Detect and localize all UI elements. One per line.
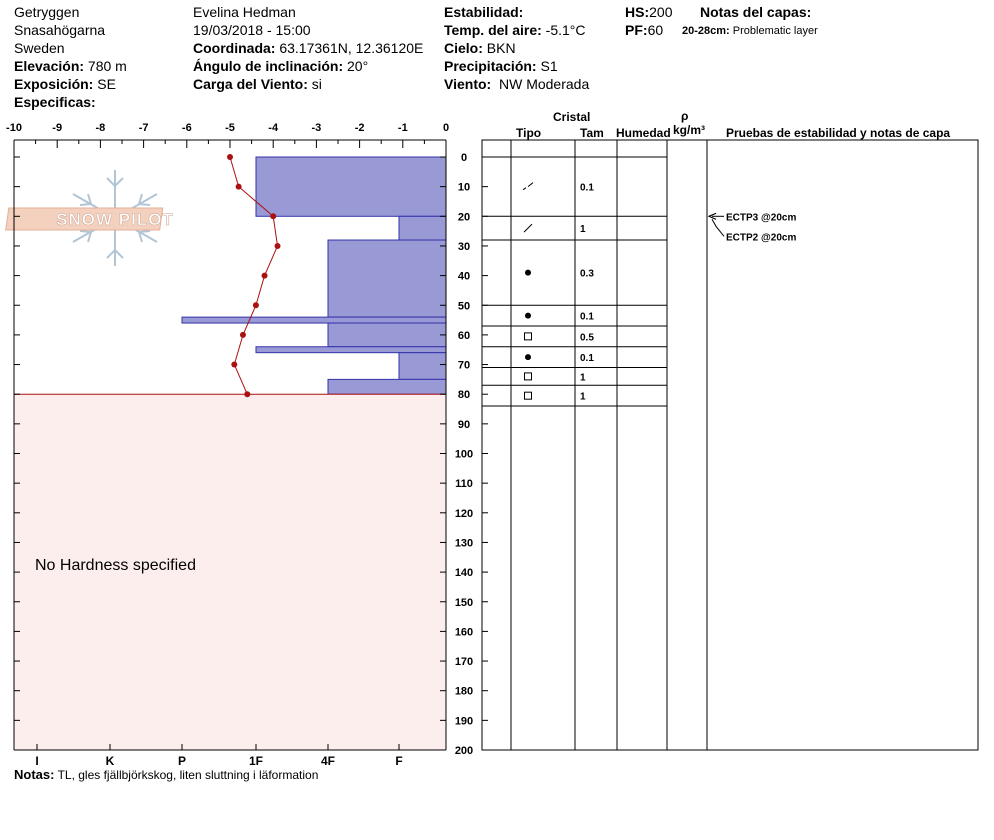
hardness-bar-4 bbox=[328, 323, 446, 347]
depth-tick-label-9: 90 bbox=[457, 418, 471, 431]
size-header: Tam bbox=[580, 126, 604, 140]
density-unit: kg/m³ bbox=[673, 123, 706, 137]
depth-tick-label-11: 110 bbox=[455, 478, 473, 491]
hs-label: HS: bbox=[625, 4, 650, 20]
grain-size-label: 1 bbox=[580, 372, 586, 384]
depth-tick-label-14: 140 bbox=[454, 567, 474, 580]
hardness-bar-2 bbox=[328, 240, 446, 317]
temp-tick-label-4: -6 bbox=[181, 122, 192, 134]
country-name: Sweden bbox=[14, 40, 65, 56]
depth-tick-label-8: 80 bbox=[457, 389, 471, 402]
layer-row-2 bbox=[525, 269, 594, 280]
slope-label: Ángulo de inclinación: bbox=[193, 58, 344, 74]
snowpilot-watermark bbox=[6, 170, 174, 266]
temp-tick-label-3: -7 bbox=[138, 122, 149, 134]
wind-load-value: si bbox=[311, 76, 322, 92]
hardness-bar-1 bbox=[399, 216, 446, 240]
tests-header: Pruebas de estabilidad y notas de capa bbox=[726, 126, 951, 140]
depth-tick-label-0: 0 bbox=[460, 152, 468, 164]
hardness-bar-5 bbox=[256, 347, 446, 353]
moisture-header: Humedad bbox=[616, 126, 671, 140]
rounded-grain-icon bbox=[525, 354, 531, 360]
layer-row-0 bbox=[523, 183, 594, 194]
depth-tick-label-7: 70 bbox=[457, 359, 471, 372]
layer-row-6 bbox=[525, 372, 587, 383]
stability-test-0 bbox=[709, 212, 796, 223]
aspect-label: Exposición: bbox=[14, 76, 94, 92]
temperature-point-8 bbox=[244, 391, 250, 397]
decomposing-fragment-icon bbox=[528, 183, 533, 187]
layer-row-3 bbox=[525, 312, 594, 323]
test-label: ECTP3 @20cm bbox=[726, 212, 797, 224]
decomposing-fragment-icon bbox=[524, 224, 532, 232]
coordinates-value: 63.17361N, 12.36120E bbox=[279, 40, 424, 56]
temp-tick-label-0: -10 bbox=[6, 122, 22, 134]
notes bbox=[14, 767, 318, 783]
depth-tick-label-19: 190 bbox=[454, 715, 474, 728]
precip-label: Precipitación: bbox=[444, 58, 537, 74]
elevation-label: Elevación: bbox=[14, 58, 85, 74]
depth-tick-label-4: 40 bbox=[457, 270, 471, 283]
notes-text: TL, gles fjällbjörkskog, liten sluttning i läformation bbox=[57, 768, 319, 782]
grain-size-label: 0.1 bbox=[580, 182, 594, 194]
no-hardness-label: No Hardness specified bbox=[35, 557, 196, 574]
notes-label: Notas: bbox=[14, 767, 55, 782]
hardness-tick-label-2: P bbox=[177, 754, 187, 768]
layer-table bbox=[482, 140, 978, 750]
temp-tick-label-7: -3 bbox=[311, 122, 322, 134]
location-name: Getryggen bbox=[14, 4, 80, 20]
depth-tick-label-12: 120 bbox=[454, 507, 474, 520]
temperature-point-7 bbox=[231, 362, 237, 368]
temp-tick-label-5: -5 bbox=[225, 122, 235, 134]
pf-value: 60 bbox=[647, 22, 664, 38]
wind-label: Viento: bbox=[444, 76, 492, 92]
air-temp-value: -5.1°C bbox=[545, 22, 586, 38]
temp-tick-label-10: 0 bbox=[442, 122, 450, 134]
depth-tick-label-20: 200 bbox=[454, 745, 474, 757]
hardness-bar-0 bbox=[256, 157, 446, 216]
temperature-point-4 bbox=[262, 273, 268, 279]
grain-size-label: 0.3 bbox=[580, 268, 594, 280]
grain-size-label: 1 bbox=[580, 391, 586, 403]
depth-tick-label-18: 180 bbox=[454, 685, 474, 698]
specifics-label: Especificas: bbox=[14, 94, 96, 110]
hardness-bar-3 bbox=[182, 317, 446, 323]
depth-tick-label-5: 50 bbox=[457, 300, 471, 313]
hardness-bars bbox=[182, 157, 446, 394]
depth-tick-label-3: 30 bbox=[457, 240, 471, 253]
layer-notes-label: Notas del capas: bbox=[700, 4, 812, 20]
depth-tick-label-6: 60 bbox=[457, 329, 471, 342]
layer-note-text: Problematic layer bbox=[732, 25, 818, 37]
wind-value: NW Moderada bbox=[498, 76, 590, 92]
grain-size-label: 0.1 bbox=[580, 353, 594, 365]
observation-datetime: 19/03/2018 - 15:00 bbox=[193, 22, 311, 38]
watermark-text: SNOW PILOT bbox=[56, 210, 174, 229]
depth-tick-label-17: 170 bbox=[454, 656, 474, 669]
coordinates-label: Coordinada: bbox=[193, 40, 276, 56]
aspect-value: SE bbox=[97, 76, 116, 92]
hardness-tick-label-0: I bbox=[35, 754, 39, 768]
faceted-crystal-icon bbox=[525, 392, 532, 399]
range-name: Snasahögarna bbox=[14, 22, 106, 38]
sky-value: BKN bbox=[486, 40, 516, 56]
observer-name: Evelina Hedman bbox=[193, 4, 296, 20]
grain-size-label: 1 bbox=[580, 224, 586, 236]
hs-value: 200 bbox=[649, 4, 673, 20]
depth-tick-label-1: 10 bbox=[457, 181, 471, 194]
wind-load-label: Carga del Viento: bbox=[193, 76, 308, 92]
layer-row-1 bbox=[524, 224, 586, 235]
temperature-point-1 bbox=[236, 184, 242, 190]
temperature-point-2 bbox=[270, 213, 276, 219]
decomposing-fragment-icon bbox=[523, 188, 526, 190]
temperature-point-0 bbox=[227, 154, 233, 160]
test-label: ECTP2 @20cm bbox=[726, 232, 797, 244]
temp-tick-label-2: -8 bbox=[95, 122, 106, 134]
depth-tick-label-15: 150 bbox=[454, 596, 474, 609]
elevation-value: 780 m bbox=[87, 58, 127, 74]
slope-value: 20° bbox=[347, 58, 369, 74]
air-temp-label: Temp. del aire: bbox=[444, 22, 542, 38]
layer-row-4 bbox=[525, 332, 595, 343]
hardness-tick-label-3: 1F bbox=[248, 754, 264, 768]
layer-row-7 bbox=[525, 392, 587, 403]
sky-label: Cielo: bbox=[444, 40, 483, 56]
rounded-grain-icon bbox=[525, 270, 531, 276]
grain-size-label: 0.5 bbox=[580, 332, 594, 344]
layer-note-range: 20-28cm: bbox=[682, 25, 730, 37]
temp-tick-label-8: -2 bbox=[354, 122, 365, 134]
temp-tick-label-1: -9 bbox=[52, 122, 63, 134]
faceted-crystal-icon bbox=[525, 373, 532, 380]
hardness-bar-6 bbox=[399, 353, 446, 380]
crystal-header: Cristal bbox=[553, 110, 591, 124]
faceted-crystal-icon bbox=[525, 333, 532, 340]
stability-label: Estabilidad: bbox=[444, 4, 524, 20]
temperature-point-6 bbox=[240, 332, 246, 338]
grain-size-label: 0.1 bbox=[580, 311, 594, 323]
depth-tick-label-13: 130 bbox=[454, 537, 474, 550]
temp-tick-label-9: -1 bbox=[397, 122, 408, 134]
density-symbol: ρ bbox=[681, 109, 689, 123]
hardness-tick-label-4: 4F bbox=[320, 754, 336, 768]
test-arrow-line bbox=[712, 219, 724, 236]
precip-value: S1 bbox=[540, 58, 558, 74]
pf-label: PF: bbox=[625, 22, 648, 38]
temperature-point-3 bbox=[275, 243, 281, 249]
hardness-bar-7 bbox=[328, 379, 446, 394]
depth-tick-label-10: 100 bbox=[454, 448, 474, 461]
depth-tick-label-2: 20 bbox=[457, 211, 471, 224]
hardness-tick-label-1: K bbox=[105, 754, 115, 768]
layer-row-5 bbox=[525, 353, 594, 364]
type-header: Tipo bbox=[516, 126, 542, 140]
depth-tick-label-16: 160 bbox=[454, 626, 474, 639]
rounded-grain-icon bbox=[525, 313, 531, 319]
temp-tick-label-6: -4 bbox=[268, 122, 279, 134]
hardness-tick-label-5: F bbox=[395, 754, 403, 768]
temperature-point-5 bbox=[253, 302, 259, 308]
